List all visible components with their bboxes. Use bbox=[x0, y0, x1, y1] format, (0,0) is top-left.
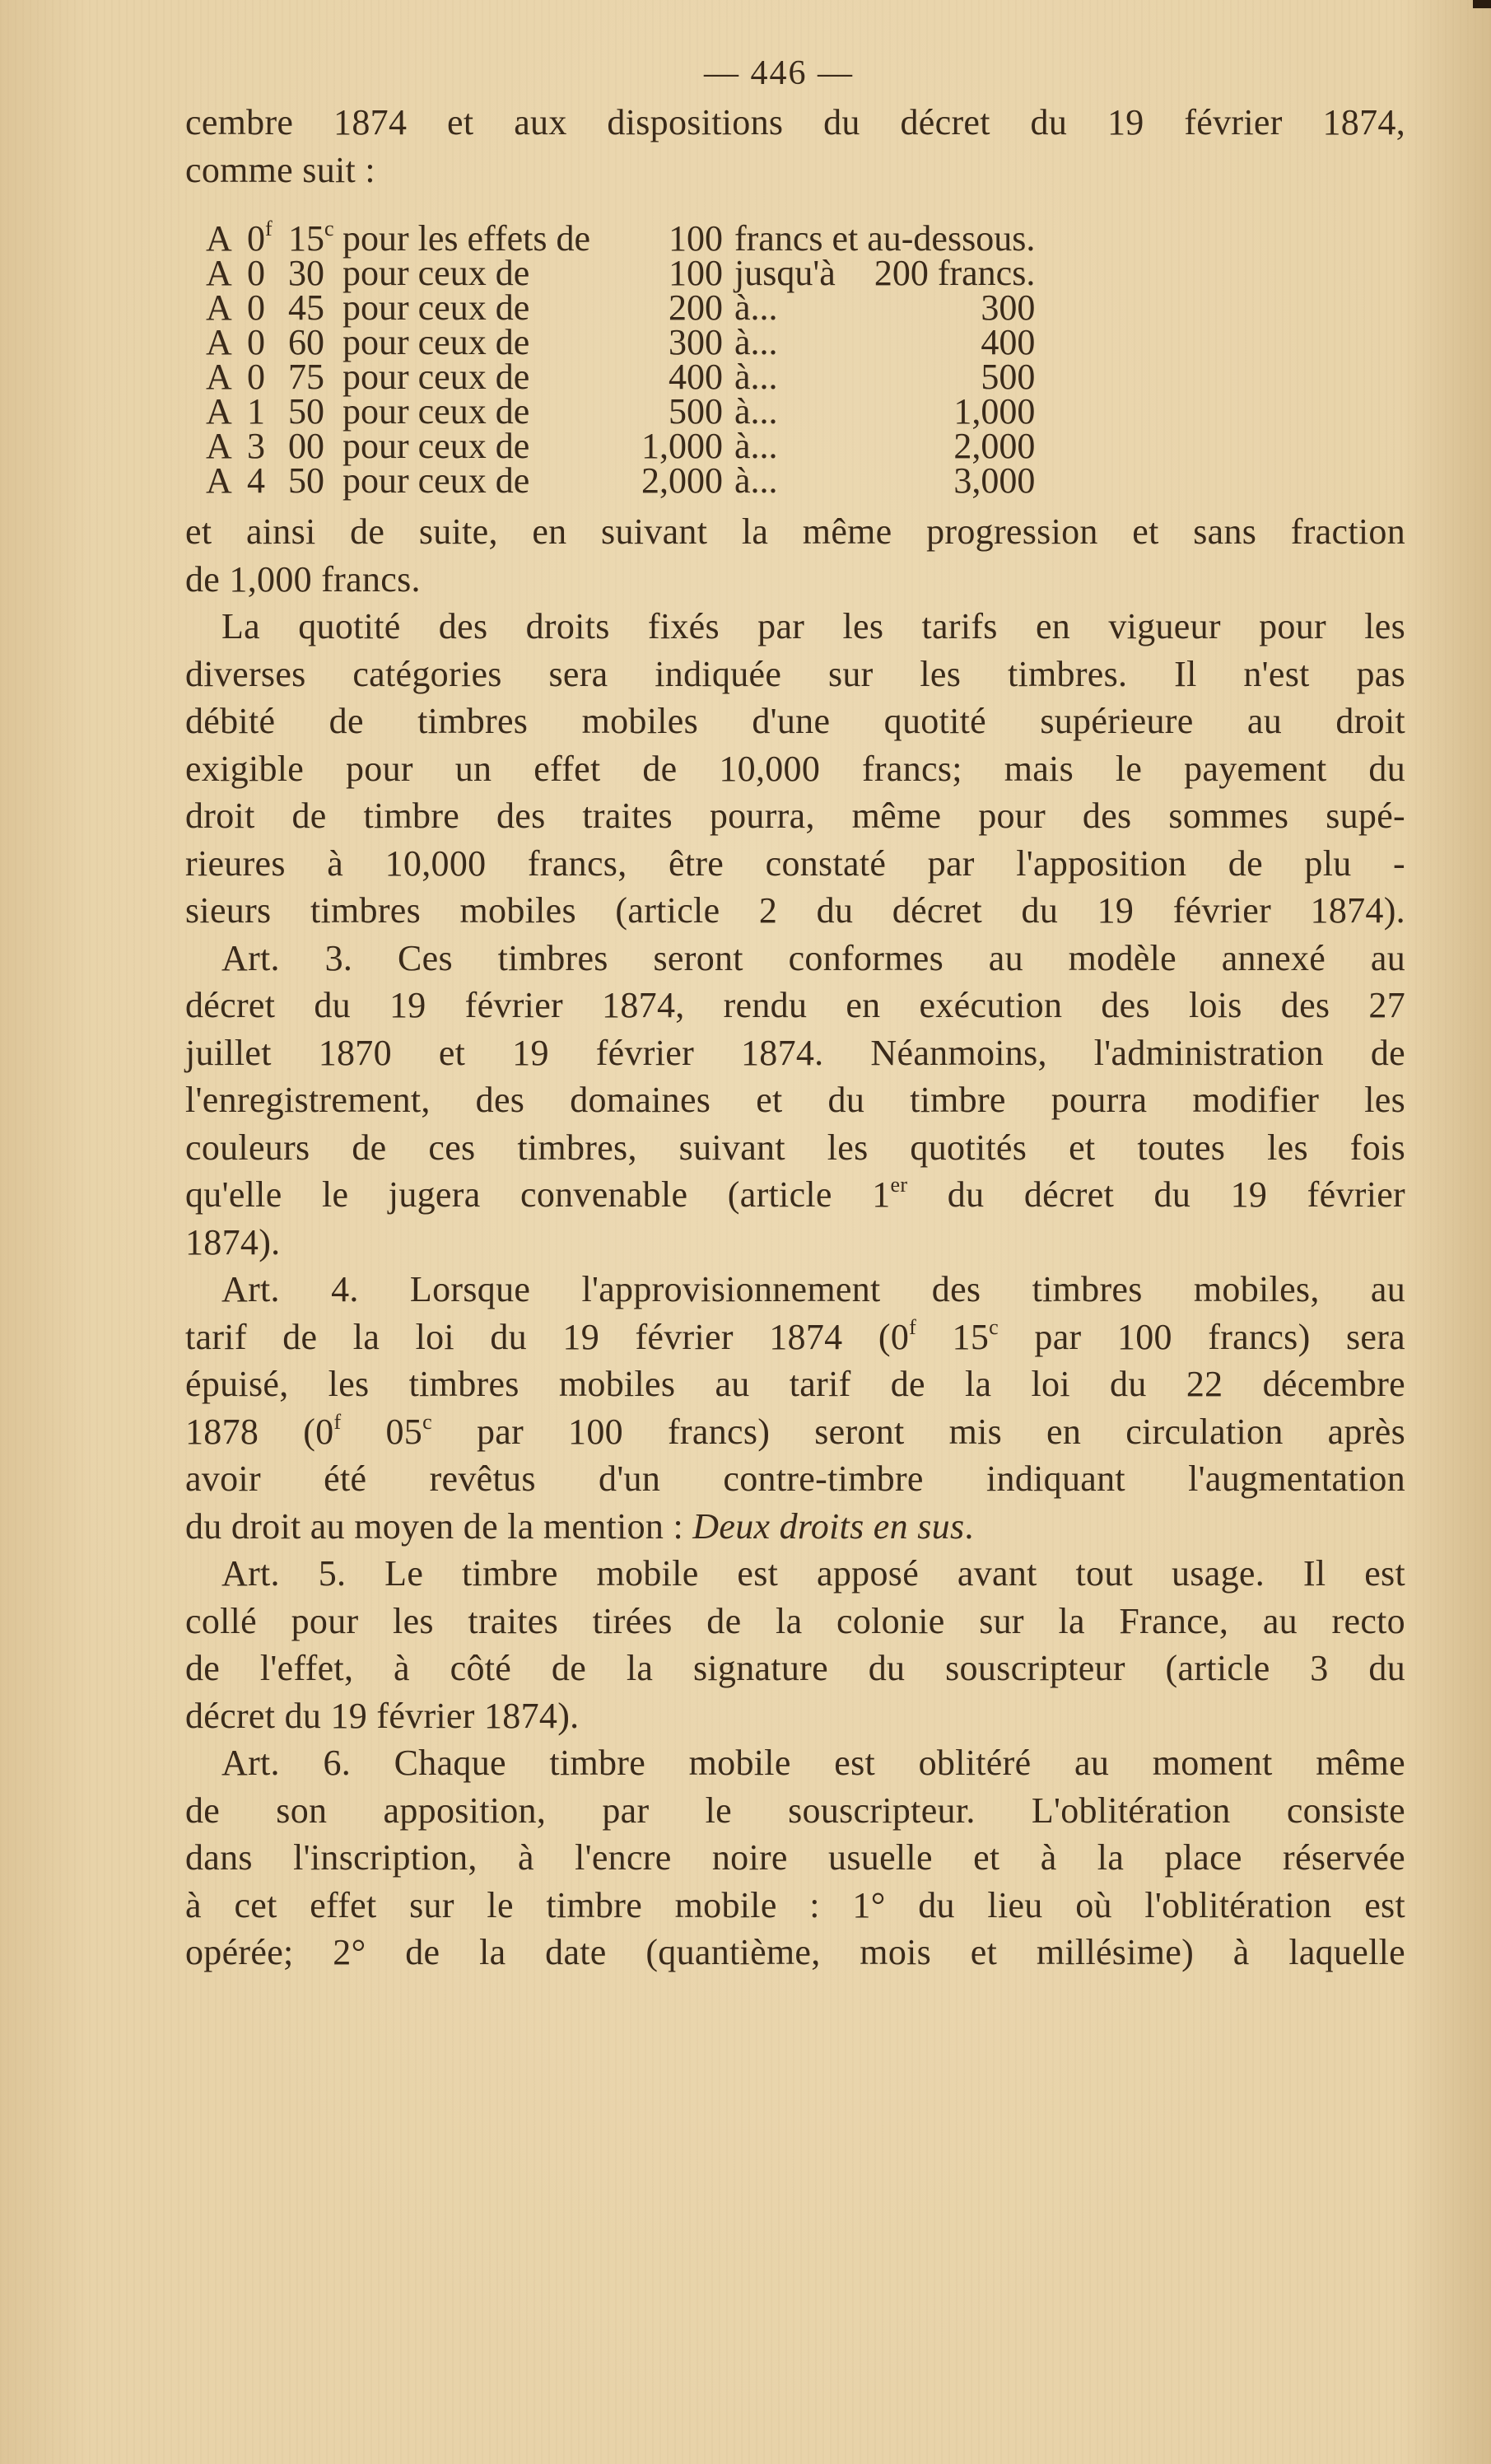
tariff-row bbox=[206, 394, 1035, 429]
italic-mention: Deux droits en sus bbox=[692, 1505, 965, 1547]
text-line: avoir été revêtus d'un contre-timbre indiquant l'augmentation bbox=[185, 1458, 1405, 1499]
tariff-prefix: A bbox=[206, 460, 232, 501]
tariff-range-separator: à... bbox=[734, 426, 778, 466]
tariff-francs: 3 bbox=[247, 426, 265, 466]
tariff-centimes: 00 bbox=[288, 426, 324, 466]
tariff-to-amount: 3,000 bbox=[953, 460, 1036, 501]
tariff-centimes: 30 bbox=[288, 253, 324, 293]
text-line: de l'effet, à côté de la signature du souscripteur (article 3 du bbox=[185, 1648, 1405, 1688]
text-line: exigible pour un effet de 10,000 francs; mais le payement du bbox=[185, 748, 1405, 789]
tariff-row bbox=[206, 464, 1035, 498]
tariff-from-amount: 300 bbox=[669, 322, 723, 362]
tariff-from-amount: 2,000 bbox=[641, 460, 723, 501]
tariff-description: pour ceux de bbox=[342, 357, 530, 397]
text-line: rieures à 10,000 francs, être constaté par l'apposition de plu - bbox=[185, 842, 1405, 884]
article-5-heading-line: Art. 5. Le timbre mobile est apposé avant tout usage. Il est bbox=[221, 1553, 1405, 1594]
text-line: épuisé, les timbres mobiles au tarif de la loi du 22 décembre bbox=[185, 1364, 1405, 1404]
tariff-row bbox=[206, 256, 1035, 291]
tariff-prefix: A bbox=[206, 287, 232, 328]
tariff-row bbox=[206, 325, 1035, 360]
text-line: du droit au moyen de la mention : Deux droits en sus. bbox=[185, 1505, 974, 1547]
text-line: sieurs timbres mobiles (article 2 du décret du 19 février 1874). bbox=[185, 890, 1405, 931]
tariff-centimes: 60 bbox=[288, 322, 324, 362]
paragraph-start: La quotité des droits fixés par les tarifs en vigueur pour les bbox=[221, 606, 1405, 646]
tariff-row bbox=[206, 222, 1035, 256]
tariff-to-amount: 400 bbox=[981, 322, 1036, 362]
article-6-heading-line: Art. 6. Chaque timbre mobile est oblitéré au moment même bbox=[221, 1743, 1405, 1783]
tariff-description: pour ceux de bbox=[342, 322, 530, 362]
text-line: tarif de la loi du 19 février 1874 (0$^f$ 15$^c$ par 100 francs) sera bbox=[185, 1314, 1405, 1357]
tariff-row bbox=[206, 429, 1035, 464]
tariff-francs: 0 bbox=[247, 287, 265, 328]
tariff-prefix: A bbox=[206, 218, 232, 259]
tariff-description: pour les effets de bbox=[342, 218, 590, 259]
text-line: cembre 1874 et aux dispositions du décret du 19 février 1874, bbox=[185, 102, 1405, 142]
text-line: l'enregistrement, des domaines et du timbre pourra modifier les bbox=[185, 1080, 1405, 1120]
text-line: 1878 (0$^f$ 05$^c$ par 100 francs) seront mis en circulation après bbox=[185, 1409, 1405, 1452]
text-line: de son apposition, par le souscripteur. L'oblitération consiste bbox=[185, 1790, 1405, 1831]
article-3-heading-line: Art. 3. Ces timbres seront conformes au modèle annexé au bbox=[221, 937, 1405, 978]
text-line: à cet effet sur le timbre mobile : 1° du lieu où l'oblitération est bbox=[185, 1884, 1405, 1925]
tariff-row bbox=[206, 360, 1035, 394]
tariff-francs: 4 bbox=[247, 460, 265, 501]
tariff-to-amount: 500 bbox=[981, 357, 1036, 397]
tariff-to-amount: 1,000 bbox=[953, 391, 1036, 432]
text-line: de 1,000 francs. bbox=[185, 558, 421, 600]
text-line: collé pour les traites tirées de la colonie sur la France, au recto bbox=[185, 1600, 1405, 1641]
tariff-francs: 1 bbox=[247, 391, 265, 432]
text-line: diverses catégories sera indiquée sur les timbres. Il n'est pas bbox=[185, 653, 1405, 694]
tariff-range-separator: à... bbox=[734, 322, 778, 362]
document-page bbox=[185, 48, 1405, 1976]
tariff-range-separator: à... bbox=[734, 460, 778, 501]
tariff-description: pour ceux de bbox=[342, 426, 530, 466]
tariff-centimes: 75 bbox=[288, 357, 324, 397]
text-line: décret du 19 février 1874). bbox=[185, 1695, 580, 1736]
tariff-range-separator: à... bbox=[734, 391, 778, 432]
tariff-centimes: 50 bbox=[288, 391, 324, 432]
tariff-range-separator: jusqu'à bbox=[734, 253, 836, 293]
tariff-prefix: A bbox=[206, 357, 232, 397]
tariff-from-amount: 500 bbox=[669, 391, 723, 432]
tariff-description: pour ceux de bbox=[342, 391, 530, 432]
text-line: dans l'inscription, à l'encre noire usuelle et à la place réservée bbox=[185, 1837, 1405, 1878]
tariff-to-amount: 200 francs. bbox=[874, 253, 1036, 293]
text-line: juillet 1870 et 19 février 1874. Néanmoins, l'administration de bbox=[185, 1032, 1405, 1073]
tariff-centimes: 50 bbox=[288, 460, 324, 501]
text-line: 1874). bbox=[185, 1221, 281, 1262]
tariff-centimes: 45 bbox=[288, 287, 324, 328]
tariff-to-amount: 2,000 bbox=[953, 426, 1036, 466]
page-number: — 446 — bbox=[704, 54, 854, 92]
text-line: qu'elle le jugera convenable (article 1er du décret du 19 février bbox=[185, 1173, 1406, 1215]
text-line: couleurs de ces timbres, suivant les quotités et toutes les fois bbox=[185, 1127, 1405, 1168]
tariff-table bbox=[206, 217, 1036, 501]
tariff-francs: 0$^f$ bbox=[247, 217, 273, 259]
tariff-range-separator: francs et au-dessous. bbox=[734, 218, 1036, 259]
tariff-description: pour ceux de bbox=[342, 253, 530, 293]
tariff-range-separator: à... bbox=[734, 357, 778, 397]
text-line: débité de timbres mobiles d'une quotité supérieure au droit bbox=[185, 701, 1405, 741]
text-line: comme suit : bbox=[185, 149, 375, 190]
text-line: et ainsi de suite, en suivant la même progression et sans fraction bbox=[185, 511, 1405, 552]
tariff-description: pour ceux de bbox=[342, 460, 530, 501]
tariff-francs: 0 bbox=[247, 322, 265, 362]
tariff-to-amount: 300 bbox=[981, 287, 1036, 328]
article-4-heading-line: Art. 4. Lorsque l'approvisionnement des timbres mobiles, au bbox=[221, 1269, 1405, 1309]
tariff-francs: 0 bbox=[247, 357, 265, 397]
text-line: décret du 19 février 1874, rendu en exécution des lois des 27 bbox=[185, 985, 1405, 1025]
tariff-from-amount: 200 bbox=[669, 287, 723, 328]
tariff-prefix: A bbox=[206, 391, 232, 432]
tariff-from-amount: 100 bbox=[669, 253, 723, 293]
tariff-prefix: A bbox=[206, 322, 232, 362]
text-line: droit de timbre des traites pourra, même pour des sommes supé- bbox=[185, 796, 1405, 836]
tariff-from-amount: 1,000 bbox=[641, 426, 723, 466]
scan-corner-mark bbox=[1473, 0, 1491, 8]
tariff-from-amount: 400 bbox=[669, 357, 723, 397]
text-line: opérée; 2° de la date (quantième, mois et millésime) à laquelle bbox=[185, 1932, 1405, 1972]
tariff-francs: 0 bbox=[247, 253, 265, 293]
tariff-from-amount: 100 bbox=[669, 218, 723, 259]
tariff-range-separator: à... bbox=[734, 287, 778, 328]
tariff-centimes: 15$^c$ bbox=[288, 217, 334, 259]
tariff-row bbox=[206, 291, 1035, 325]
tariff-prefix: A bbox=[206, 426, 232, 466]
tariff-prefix: A bbox=[206, 253, 232, 293]
tariff-description: pour ceux de bbox=[342, 287, 530, 328]
